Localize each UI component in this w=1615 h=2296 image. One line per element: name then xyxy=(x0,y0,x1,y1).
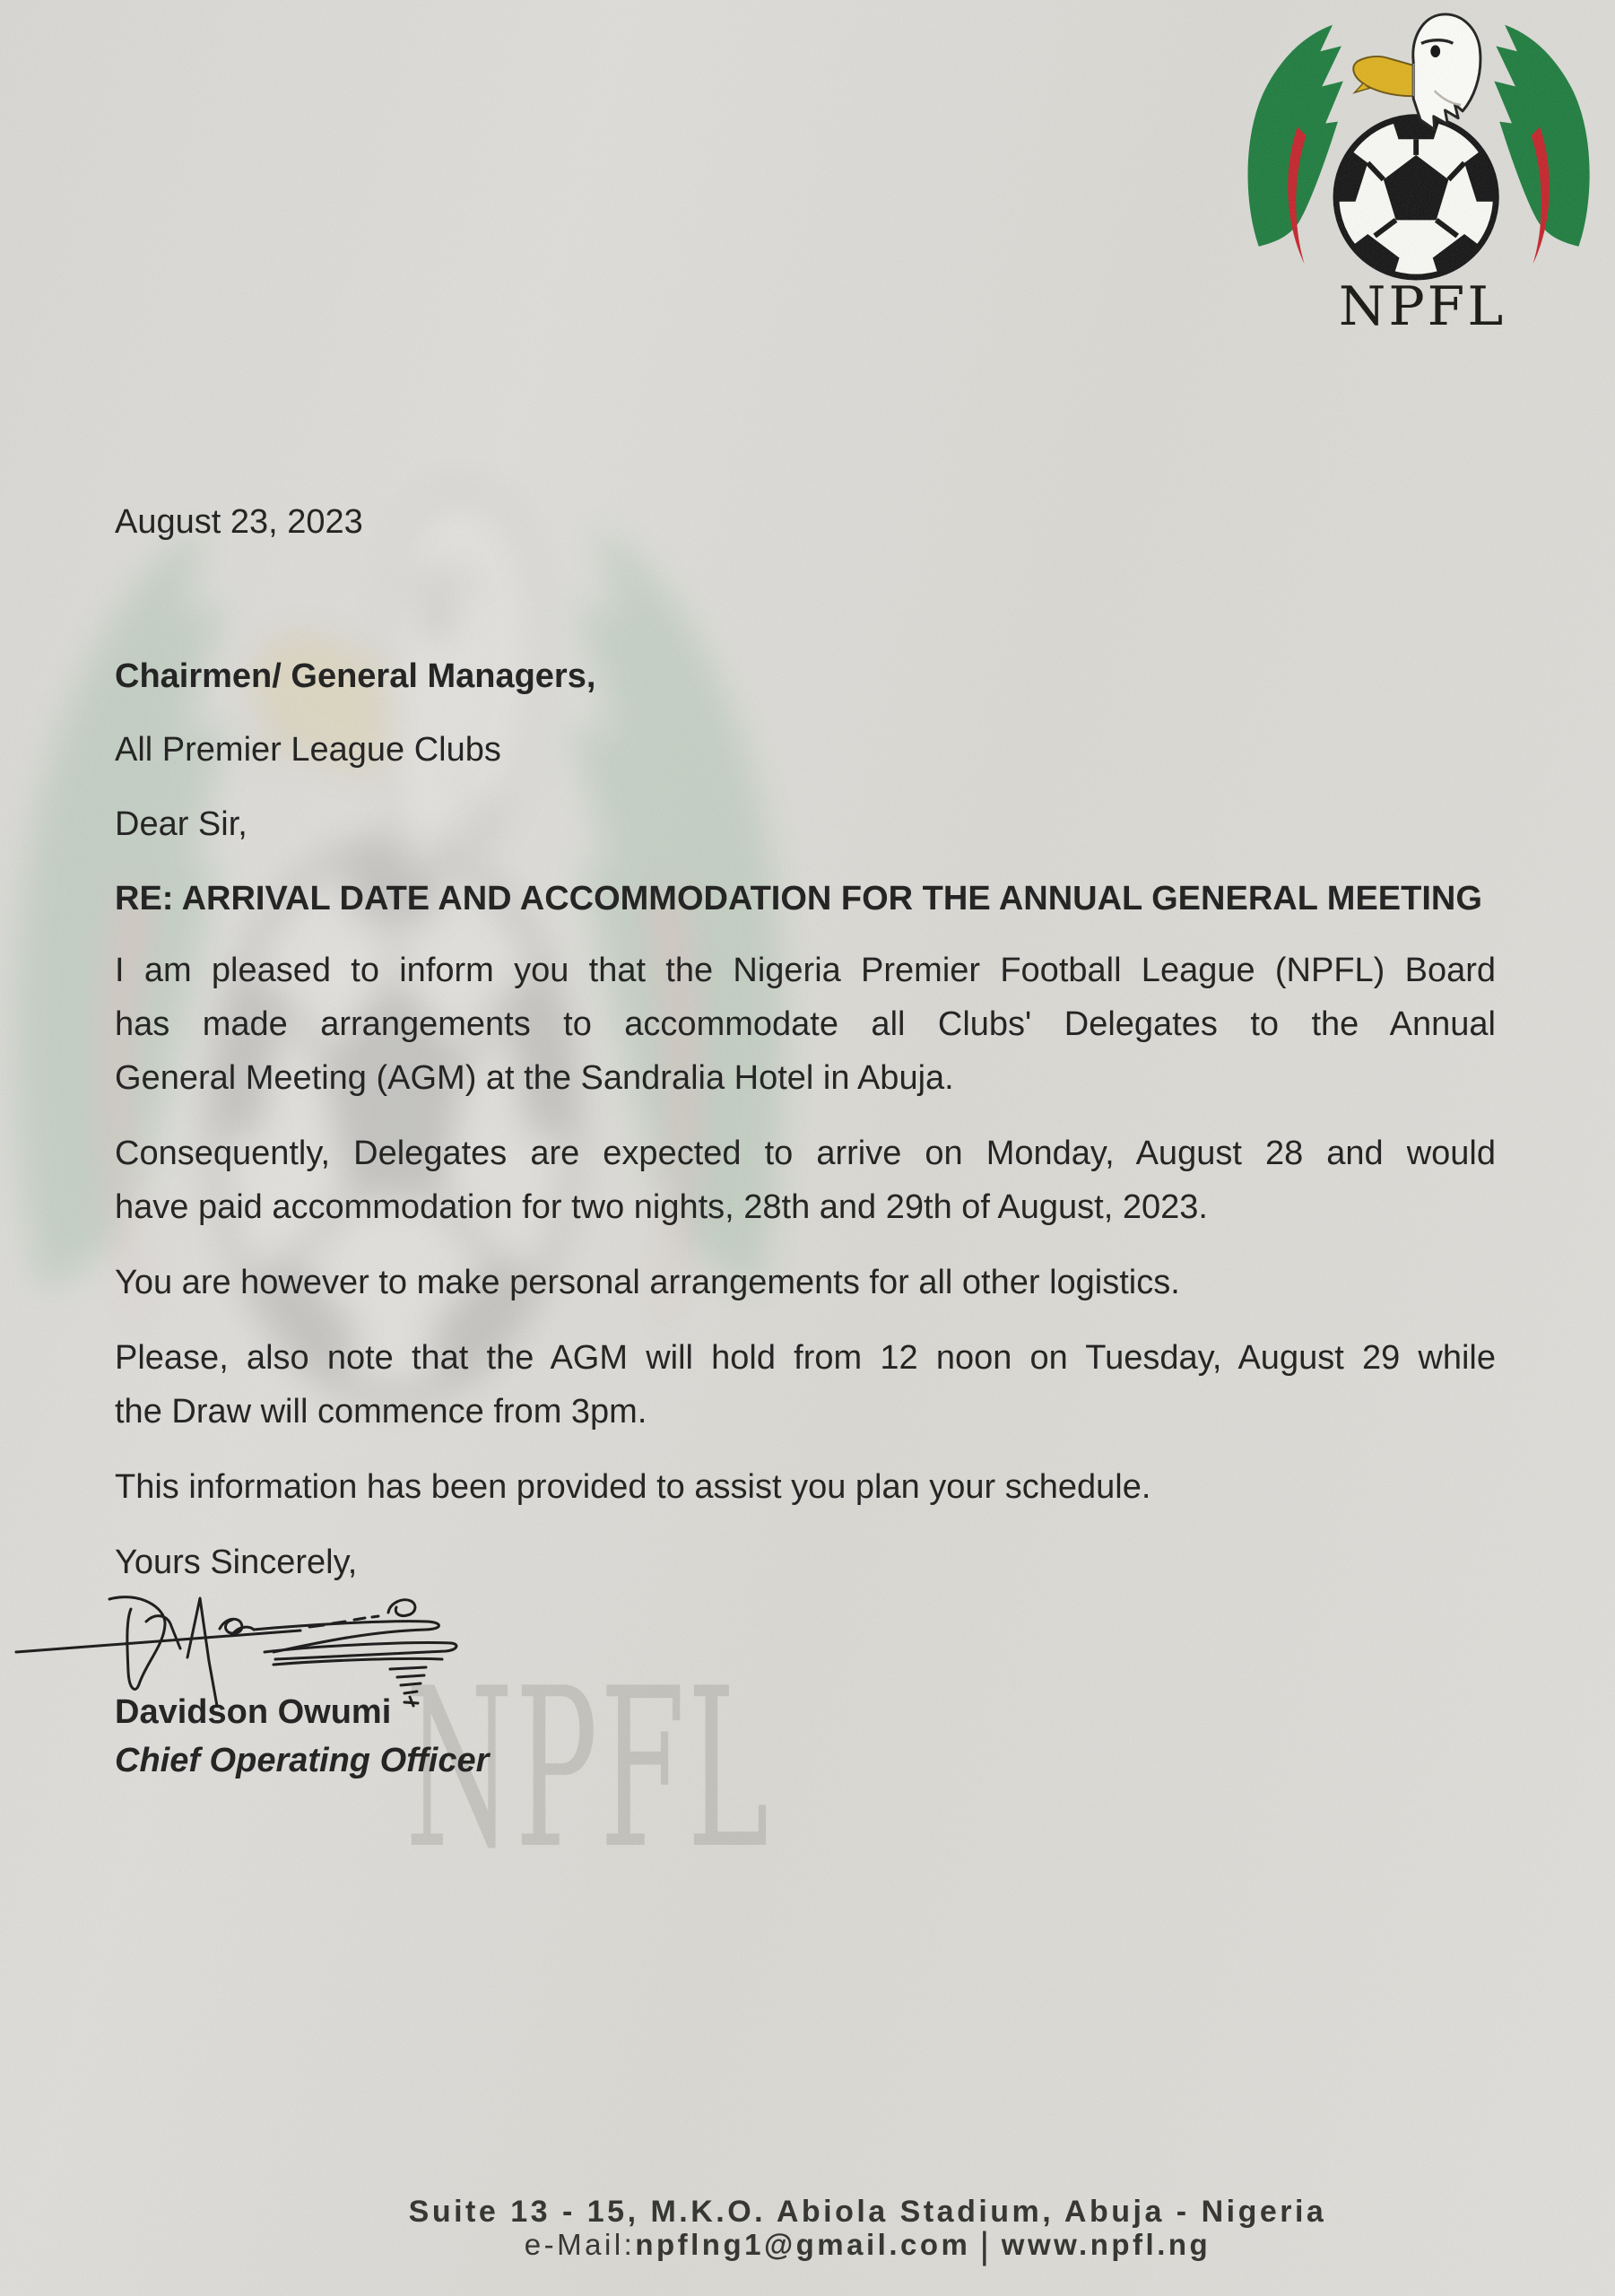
npfl-logo-wordmark: NPFL xyxy=(1338,275,1506,338)
signature-area xyxy=(115,1589,1496,1688)
npfl-logo xyxy=(1246,7,1598,338)
paragraph-line: This information has been provided to assist you plan your schedule. xyxy=(115,1468,1151,1506)
email-label: e-Mail: xyxy=(524,2228,636,2261)
recipient-line-2: All Premier League Clubs xyxy=(115,731,501,769)
body-paragraph-4 xyxy=(115,1331,1496,1439)
body-paragraph-5 xyxy=(115,1460,1496,1514)
npfl-watermark-text: NPFL xyxy=(405,1641,771,1897)
paragraph-line: General Meeting (AGM) at the Sandralia Hotel in Abuja. xyxy=(115,1059,954,1097)
body-paragraph-2 xyxy=(115,1126,1496,1234)
website-url: www.npfl.ng xyxy=(1001,2228,1211,2261)
recipient-line: Chairmen/ General Managers, xyxy=(115,657,596,695)
paragraph-line: You are however to make personal arrangements for all other logistics. xyxy=(115,1264,1180,1301)
letter-date: August 23, 2023 xyxy=(115,503,363,541)
paragraph-line: have paid accommodation for two nights, 28th and 29th of August, 2023. xyxy=(115,1188,1208,1226)
footer xyxy=(120,2195,1615,2266)
letter-body xyxy=(115,495,1496,1785)
paragraph-line: Consequently, Delegates are expected to arrive on Monday, August 28 and would xyxy=(115,1135,1496,1172)
body-paragraph-3 xyxy=(115,1256,1496,1309)
signatory-name: Davidson Owumi xyxy=(115,1693,392,1731)
signatory-title: Chief Operating Officer xyxy=(115,1742,490,1779)
email-address: npflng1@gmail.com xyxy=(635,2228,971,2261)
footer-contact xyxy=(120,2224,1615,2266)
closing-text: Yours Sincerely, xyxy=(115,1544,358,1581)
paragraph-line: has made arrangements to accommodate all Clubs' Delegates to the Annual xyxy=(115,1005,1496,1043)
npfl-logo-graphic xyxy=(1246,7,1598,289)
subject-line: RE: ARRIVAL DATE AND ACCOMMODATION FOR THE ANNUAL GENERAL MEETING xyxy=(115,880,1482,918)
footer-address: Suite 13 - 15, M.K.O. Abiola Stadium, Abuja - Nigeria xyxy=(408,2195,1327,2229)
paragraph-line: the Draw will commence from 3pm. xyxy=(115,1393,647,1431)
paragraph-line: I am pleased to inform you that the Nigeria Premier Football League (NPFL) Board xyxy=(115,952,1496,989)
body-paragraph-1 xyxy=(115,944,1496,1105)
salutation-text: Dear Sir, xyxy=(115,805,247,843)
separator-bar: | xyxy=(979,2224,993,2266)
paragraph-line: Please, also note that the AGM will hold from 12 noon on Tuesday, August 29 while xyxy=(115,1339,1496,1377)
signature-scribble xyxy=(4,1575,507,1709)
